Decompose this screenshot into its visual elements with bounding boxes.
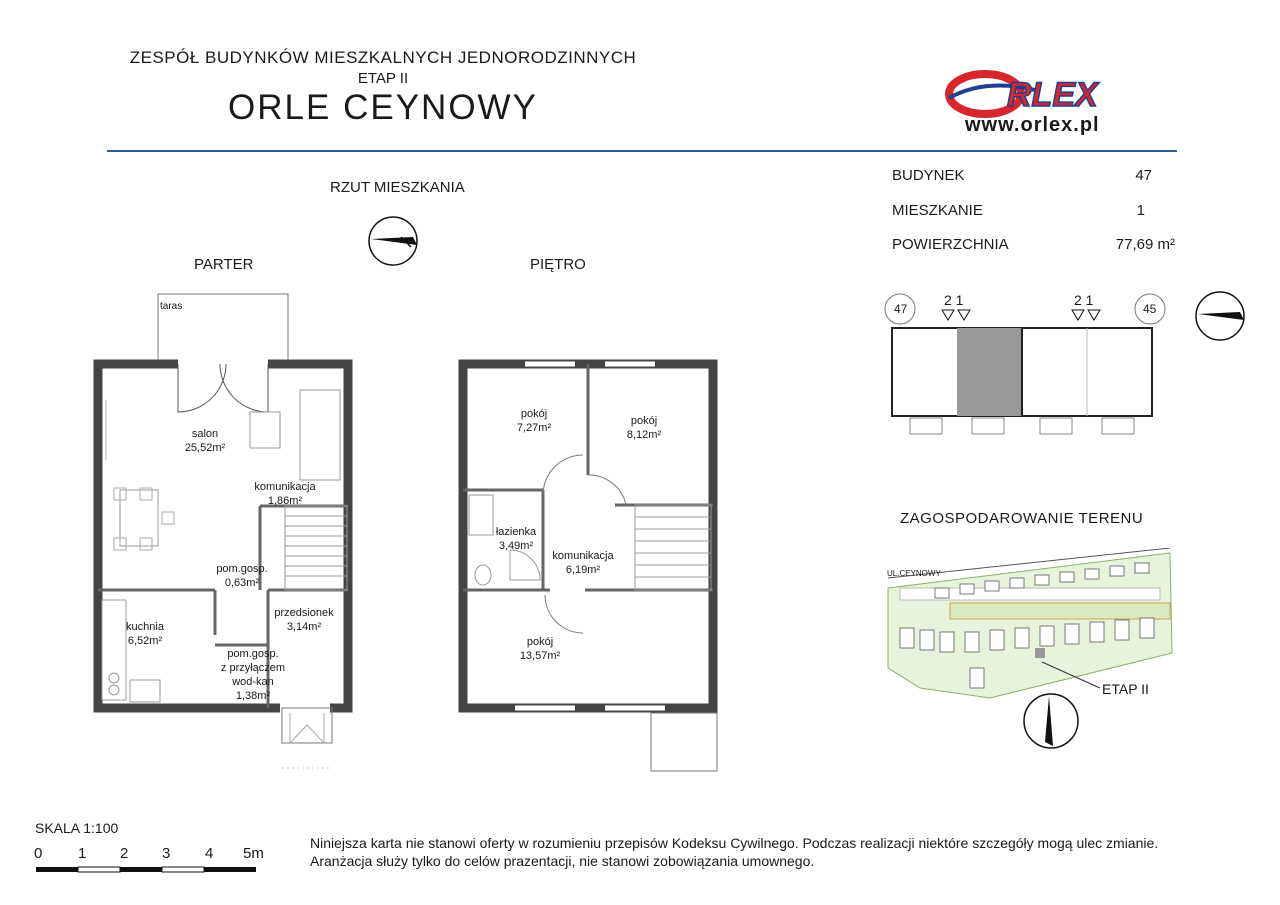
room-name: salon xyxy=(191,428,219,440)
info-mieszkanie-label: MIESZKANIE xyxy=(892,202,983,219)
info-mieszkanie-value: 1 xyxy=(1136,202,1145,219)
info-powierzchnia-value: 77,69 m² xyxy=(1115,236,1175,253)
room-salon xyxy=(170,427,240,455)
north-arrow-icon xyxy=(367,215,421,269)
site-street-label: UL.CEYNOWY xyxy=(887,569,941,578)
room-name: pokój xyxy=(520,408,548,420)
disclaimer-line1: Niniejsza karta nie stanowi oferty w rozumieniu przepisów Kodeksu Cywilnego. Podczas realizacji niektóre szczegóły mogą ulec zmianie. xyxy=(310,835,1159,851)
north-arrow-key-icon xyxy=(1194,290,1248,344)
room-taras: taras xyxy=(160,301,183,312)
room-name-line2: z przyłączem xyxy=(220,662,286,674)
room-komunikacja-parter xyxy=(245,480,325,508)
room-name: kuchnia xyxy=(126,621,164,633)
room-pom-gosp-wod-kan xyxy=(208,647,298,703)
room-area: 6,52m² xyxy=(127,635,163,647)
orlex-logo-mark xyxy=(945,68,1180,118)
project-stage: ETAP II xyxy=(357,70,409,87)
room-area: 0,63m² xyxy=(224,577,260,589)
room-name: komunikacja xyxy=(254,481,316,493)
floor-label-parter: PARTER xyxy=(194,256,254,273)
header-divider xyxy=(107,150,1177,152)
room-przedsionek xyxy=(266,606,342,634)
room-area: 7,27m² xyxy=(516,422,552,434)
site-plan-title: ZAGOSPODAROWANIE TERENU xyxy=(900,510,1144,527)
room-pokoj-3 xyxy=(504,635,576,663)
room-name: przedsionek xyxy=(274,607,334,619)
site-etap-label: ETAP II xyxy=(1102,681,1149,697)
scale-tick: 1 xyxy=(78,845,87,862)
etap-leader-line xyxy=(1040,660,1110,690)
room-area: 6,19m² xyxy=(565,564,601,576)
room-area: 3,49m² xyxy=(498,540,534,552)
room-name: pokój xyxy=(526,636,554,648)
room-area: 13,57m² xyxy=(519,650,561,662)
room-komunikacja-pietro xyxy=(540,549,626,577)
north-arrow-site-icon xyxy=(1022,692,1080,750)
room-area: 1,38m² xyxy=(235,690,271,702)
disclaimer-line2: Aranżacja służy tylko do celów prazentacji, nie stanowi zobowiązania umownego. xyxy=(310,853,815,869)
info-budynek-value: 47 xyxy=(1135,167,1152,184)
room-pom-gosp xyxy=(206,562,278,590)
room-area: 1,86m² xyxy=(267,495,303,507)
scale-tick: 5m xyxy=(243,845,264,862)
room-name: łazienka xyxy=(495,526,537,538)
info-powierzchnia-label: POWIERZCHNIA xyxy=(892,236,1009,253)
room-name-line3: wod-kan xyxy=(232,676,274,688)
building-key-diagram xyxy=(882,292,1182,442)
building-number-left: 47 xyxy=(894,302,908,316)
room-name: pom.gosp. xyxy=(216,563,268,575)
room-name: pom.gosp. xyxy=(227,648,279,660)
svg-text:RLEX: RLEX xyxy=(1007,76,1098,114)
room-pokoj-2 xyxy=(608,414,680,442)
room-name: komunikacja xyxy=(552,550,614,562)
room-area: 3,14m² xyxy=(286,621,322,633)
project-title: ORLE CEYNOWY xyxy=(228,88,538,127)
scale-tick: 3 xyxy=(162,845,171,862)
plan-title: RZUT MIESZKANIA xyxy=(330,179,465,196)
scale-tick: 0 xyxy=(34,845,43,862)
room-area: 25,52m² xyxy=(184,442,226,454)
scale-bar xyxy=(36,866,258,874)
disclaimer xyxy=(310,834,1158,870)
room-name: pokój xyxy=(630,415,658,427)
scale-tick: 2 xyxy=(120,845,129,862)
project-subtitle: ZESPÓŁ BUDYNKÓW MIESZKALNYCH JEDNORODZINNYCH xyxy=(129,48,637,67)
scale-tick: 4 xyxy=(205,845,214,862)
unit-numbers-left: 2 1 xyxy=(944,292,964,308)
scale-label: SKALA 1:100 xyxy=(35,820,119,836)
building-number-right: 45 xyxy=(1143,302,1157,316)
logo-url: www.orlex.pl xyxy=(965,114,1100,136)
floor-label-pietro: PIĘTRO xyxy=(530,256,586,273)
room-kuchnia xyxy=(110,620,180,648)
room-pokoj-1 xyxy=(498,407,570,435)
unit-numbers-right: 2 1 xyxy=(1074,292,1094,308)
ground-floor-plan xyxy=(90,290,360,780)
room-area: 8,12m² xyxy=(626,429,662,441)
info-budynek-label: BUDYNEK xyxy=(892,167,965,184)
